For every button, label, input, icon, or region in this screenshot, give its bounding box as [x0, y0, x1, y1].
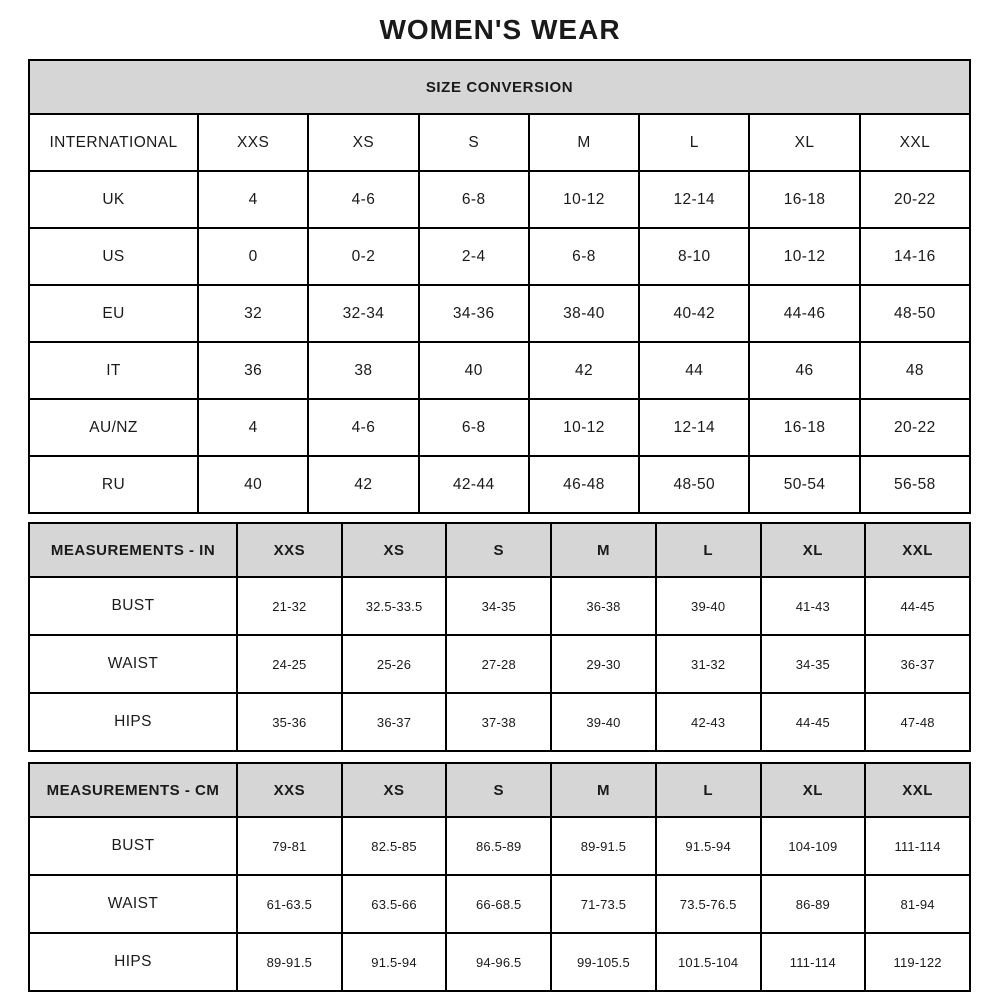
column-header: XXS [198, 114, 308, 171]
table-cell: 81-94 [865, 875, 970, 933]
table-cell: 36-37 [865, 635, 970, 693]
size-conversion-table [28, 59, 971, 514]
table-cell: 89-91.5 [237, 933, 342, 991]
table-row [29, 399, 970, 456]
table-cell: 42 [529, 342, 639, 399]
table-row [29, 875, 970, 933]
table-cell: 119-122 [865, 933, 970, 991]
table-row [29, 342, 970, 399]
table-cell: 38 [308, 342, 418, 399]
table-cell: 25-26 [342, 635, 447, 693]
table-cell: 0-2 [308, 228, 418, 285]
table-cell: 10-12 [749, 228, 859, 285]
page-title: WOMEN'S WEAR [379, 14, 621, 45]
table-cell: 66-68.5 [446, 875, 551, 933]
table-row [29, 817, 970, 875]
table-cell: 63.5-66 [342, 875, 447, 933]
table-row [29, 228, 970, 285]
measurements-cm-header-row [29, 763, 970, 817]
table-cell: 44-46 [749, 285, 859, 342]
column-header: MEASUREMENTS - CM [29, 763, 237, 817]
table-cell: 10-12 [529, 399, 639, 456]
column-header: XXL [865, 763, 970, 817]
table-cell: 94-96.5 [446, 933, 551, 991]
row-label: WAIST [29, 875, 237, 933]
table-cell: 20-22 [860, 399, 970, 456]
row-label: AU/NZ [29, 399, 198, 456]
column-header: L [656, 763, 761, 817]
column-header: S [446, 763, 551, 817]
table-cell: 111-114 [761, 933, 866, 991]
table-cell: 6-8 [419, 399, 529, 456]
size-conversion-header-row [29, 114, 970, 171]
row-label: HIPS [29, 693, 237, 751]
table-row [29, 456, 970, 513]
column-header: XL [761, 763, 866, 817]
table-cell: 36 [198, 342, 308, 399]
table-cell: 79-81 [237, 817, 342, 875]
table-cell: 61-63.5 [237, 875, 342, 933]
table-cell: 101.5-104 [656, 933, 761, 991]
column-header: M [551, 523, 656, 577]
table-cell: 44-45 [865, 577, 970, 635]
table-cell: 10-12 [529, 171, 639, 228]
table-cell: 71-73.5 [551, 875, 656, 933]
table-cell: 38-40 [529, 285, 639, 342]
table-cell: 99-105.5 [551, 933, 656, 991]
measurements-cm-table [28, 762, 971, 992]
measurements-in-header-row [29, 523, 970, 577]
table-cell: 37-38 [446, 693, 551, 751]
table-cell: 21-32 [237, 577, 342, 635]
table-cell: 32-34 [308, 285, 418, 342]
row-label: WAIST [29, 635, 237, 693]
table-cell: 56-58 [860, 456, 970, 513]
table-cell: 47-48 [865, 693, 970, 751]
table-cell: 82.5-85 [342, 817, 447, 875]
column-header: XXS [237, 523, 342, 577]
table-cell: 34-36 [419, 285, 529, 342]
table-cell: 86.5-89 [446, 817, 551, 875]
table-cell: 39-40 [551, 693, 656, 751]
table-cell: 27-28 [446, 635, 551, 693]
table-cell: 46 [749, 342, 859, 399]
size-conversion-band-title: SIZE CONVERSION [29, 60, 970, 114]
column-header: XXS [237, 763, 342, 817]
column-header: XL [749, 114, 859, 171]
table-cell: 48 [860, 342, 970, 399]
column-header: XS [342, 523, 447, 577]
table-row [29, 285, 970, 342]
column-header: MEASUREMENTS - IN [29, 523, 237, 577]
table-cell: 44-45 [761, 693, 866, 751]
table-cell: 42-44 [419, 456, 529, 513]
table-cell: 46-48 [529, 456, 639, 513]
column-header: XXL [865, 523, 970, 577]
table-cell: 16-18 [749, 171, 859, 228]
table-cell: 4-6 [308, 399, 418, 456]
table-cell: 4 [198, 399, 308, 456]
table-cell: 40-42 [639, 285, 749, 342]
table-cell: 104-109 [761, 817, 866, 875]
column-header: XL [761, 523, 866, 577]
table-cell: 0 [198, 228, 308, 285]
table-cell: 50-54 [749, 456, 859, 513]
table-cell: 86-89 [761, 875, 866, 933]
table-cell: 31-32 [656, 635, 761, 693]
column-header: XS [308, 114, 418, 171]
column-header: XXL [860, 114, 970, 171]
table-cell: 12-14 [639, 399, 749, 456]
table-cell: 44 [639, 342, 749, 399]
table-row [29, 577, 970, 635]
row-label: RU [29, 456, 198, 513]
table-cell: 6-8 [419, 171, 529, 228]
row-label: BUST [29, 817, 237, 875]
table-cell: 91.5-94 [342, 933, 447, 991]
table-cell: 73.5-76.5 [656, 875, 761, 933]
row-label: EU [29, 285, 198, 342]
table-cell: 34-35 [761, 635, 866, 693]
table-row [29, 635, 970, 693]
table-cell: 14-16 [860, 228, 970, 285]
table-cell: 89-91.5 [551, 817, 656, 875]
row-label: UK [29, 171, 198, 228]
table-cell: 36-38 [551, 577, 656, 635]
table-cell: 41-43 [761, 577, 866, 635]
table-cell: 35-36 [237, 693, 342, 751]
table-cell: 40 [419, 342, 529, 399]
table-cell: 16-18 [749, 399, 859, 456]
table-cell: 12-14 [639, 171, 749, 228]
table-cell: 4 [198, 171, 308, 228]
table-row [29, 693, 970, 751]
column-header: M [529, 114, 639, 171]
table-cell: 40 [198, 456, 308, 513]
column-header: L [656, 523, 761, 577]
table-cell: 32 [198, 285, 308, 342]
table-cell: 32.5-33.5 [342, 577, 447, 635]
column-header: M [551, 763, 656, 817]
table-cell: 2-4 [419, 228, 529, 285]
column-header: S [446, 523, 551, 577]
table-cell: 111-114 [865, 817, 970, 875]
table-cell: 39-40 [656, 577, 761, 635]
table-cell: 4-6 [308, 171, 418, 228]
table-cell: 6-8 [529, 228, 639, 285]
table-row [29, 933, 970, 991]
measurements-in-table [28, 522, 971, 752]
table-cell: 42-43 [656, 693, 761, 751]
table-cell: 48-50 [860, 285, 970, 342]
table-cell: 20-22 [860, 171, 970, 228]
row-label: US [29, 228, 198, 285]
table-row [29, 171, 970, 228]
table-cell: 8-10 [639, 228, 749, 285]
table-cell: 42 [308, 456, 418, 513]
column-header: S [419, 114, 529, 171]
row-label: IT [29, 342, 198, 399]
row-label: BUST [29, 577, 237, 635]
table-cell: 36-37 [342, 693, 447, 751]
table-cell: 29-30 [551, 635, 656, 693]
row-label: HIPS [29, 933, 237, 991]
column-header: XS [342, 763, 447, 817]
table-cell: 34-35 [446, 577, 551, 635]
table-cell: 24-25 [237, 635, 342, 693]
table-cell: 91.5-94 [656, 817, 761, 875]
column-header: L [639, 114, 749, 171]
size-conversion-title-row [29, 60, 970, 114]
column-header: INTERNATIONAL [29, 114, 198, 171]
table-cell: 48-50 [639, 456, 749, 513]
